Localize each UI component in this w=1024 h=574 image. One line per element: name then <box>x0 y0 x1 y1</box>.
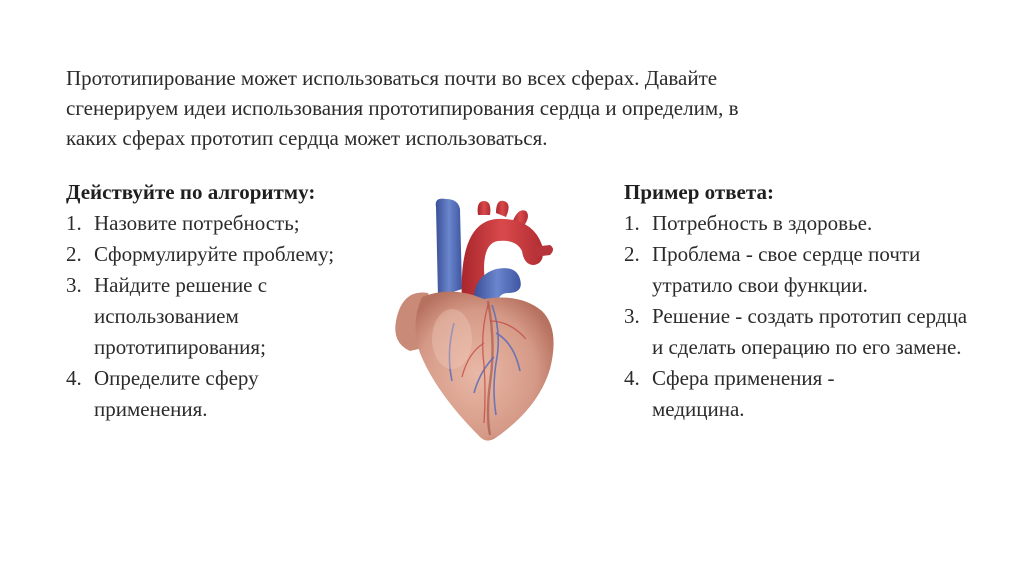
list-item <box>66 363 334 425</box>
list-item <box>624 301 972 363</box>
item-text: Назовите потребность; <box>94 211 300 235</box>
aorta-branch <box>478 201 491 215</box>
item-number: 2. <box>66 242 82 266</box>
item-text: Потребность в здоровье. <box>652 211 873 235</box>
item-number: 4. <box>624 366 640 390</box>
item-text: Решение - создать прототип сердца и сделать операцию по его замене. <box>652 304 968 359</box>
item-number: 3. <box>624 304 640 328</box>
intro-line-1: Прототипирование может использоваться почти во всех сферах. Давайте <box>66 66 718 90</box>
algorithm-title: Действуйте по алгоритму: <box>66 180 316 204</box>
item-text: Сфера применения - медицина. <box>652 366 835 421</box>
algorithm-list <box>66 208 406 425</box>
vena-cava <box>436 199 462 297</box>
list-item <box>624 208 964 239</box>
item-text: Определите сферу применения. <box>94 366 259 421</box>
heart-illustration <box>392 193 572 445</box>
highlight <box>432 309 472 369</box>
algorithm-section <box>66 177 406 425</box>
item-number: 3. <box>66 273 82 297</box>
item-number: 1. <box>624 211 640 235</box>
list-item <box>66 239 406 270</box>
intro-line-3: каких сферах прототип сердца может использоваться. <box>66 126 548 150</box>
list-item <box>66 208 406 239</box>
intro-text <box>66 63 906 153</box>
item-number: 1. <box>66 211 82 235</box>
item-text: Проблема - свое сердце почти утратило свои функции. <box>652 242 921 297</box>
list-item <box>66 270 334 363</box>
item-number: 4. <box>66 366 82 390</box>
intro-line-2: сгенерируем идеи использования прототипирования сердца и определим, в <box>66 96 739 120</box>
artery-stub <box>532 245 553 257</box>
list-item <box>624 239 922 301</box>
item-text: Сформулируйте проблему; <box>94 242 335 266</box>
aorta-branch <box>496 201 509 217</box>
item-number: 2. <box>624 242 640 266</box>
item-text: Найдите решение с использованием прототипирования; <box>94 273 268 359</box>
answer-list <box>624 208 968 425</box>
answer-title: Пример ответа: <box>624 180 774 204</box>
list-item <box>624 363 922 425</box>
answer-section <box>624 177 968 425</box>
